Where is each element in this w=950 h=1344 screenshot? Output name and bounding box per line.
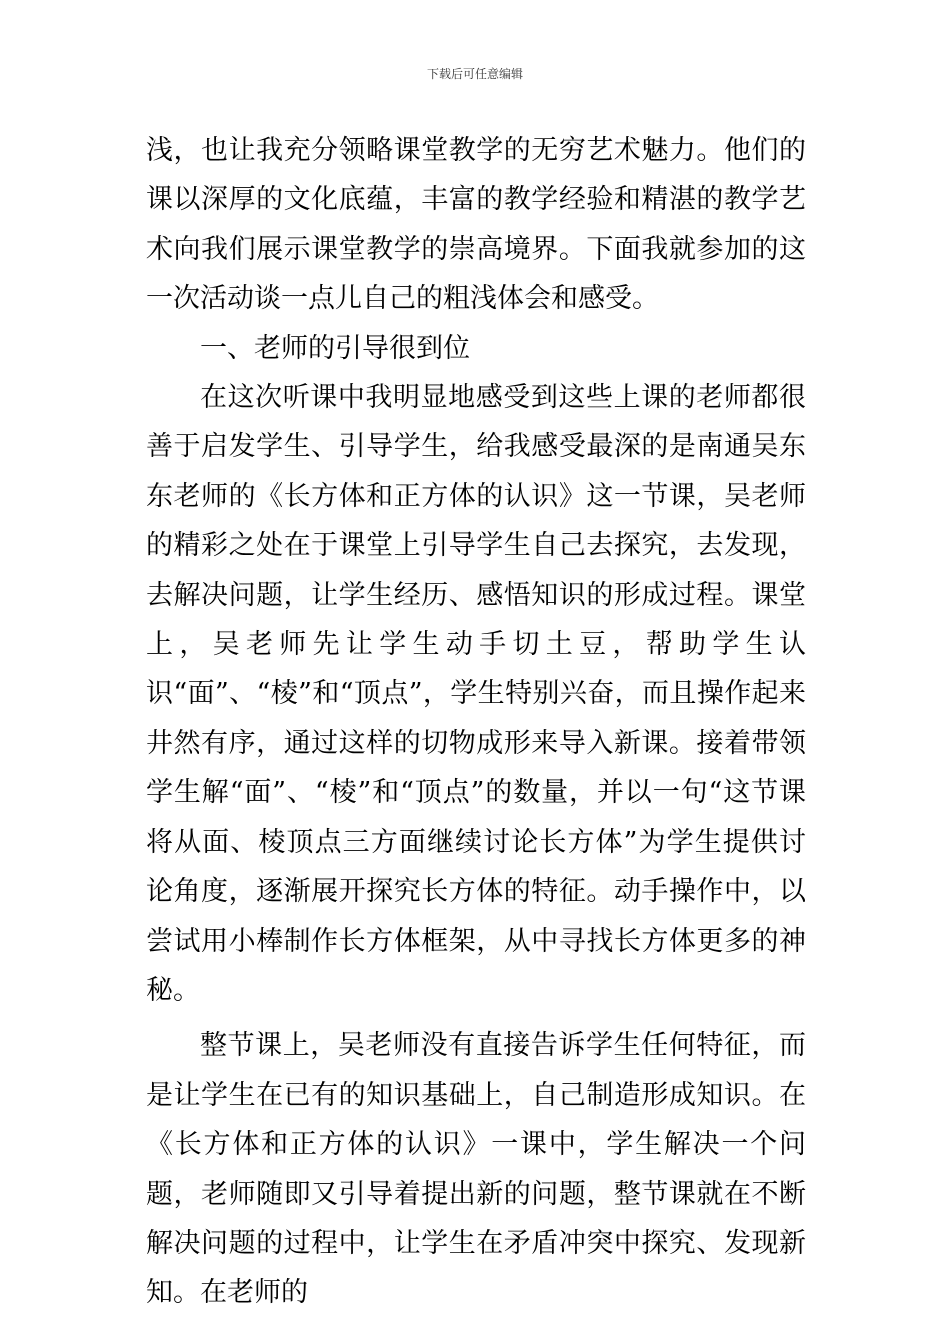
paragraph-continuation: 浅，也让我充分领略课堂教学的无穷艺术魅力。他们的课以深厚的文化底蕴，丰富的教学经验和精湛的教学艺术向我们展示课堂教学的崇高境界。下面我就参加的这一次活动谈一点儿自己的粗浅体会和感受。 [146, 135, 806, 315]
paragraph-whole-lesson: 整节课上，吴老师没有直接告诉学生任何特征，而是让学生在已有的知识基础上，自己制造形成知识。在《长方体和正方体的认识》一课中，学生解决一个问题，老师随即又引导着提出新的问题，整节课就在不断解决问题的过程中，让学生在矛盾冲突中探究、发现新知。在老师的 [146, 1030, 806, 1309]
page-header-note: 下载后可任意编辑 [426, 67, 523, 81]
section-heading: 一、老师的引导很到位 [200, 332, 470, 364]
paragraph-guidance: 在这次听课中我明显地感受到这些上课的老师都很善于启发学生、引导学生，给我感受最深的是南通吴东东老师的《长方体和正方体的认识》这一节课，吴老师的精彩之处在于课堂上引导学生自己去探究，去发现，去解决问题，让学生经历、感悟知识的形成过程。课堂上，吴老师先让学生动手切土豆，帮助学生认识“面”、“棱”和“顶点”，学生特别兴奋，而且操作起来井然有序，通过这样的切物成形来导入新课。接着带领学生解“面”、“棱”和“顶点”的数量，并以一句“这节课将从面、棱顶点三方面继续讨论长方体”为学生提供讨论角度，逐渐展开探究长方体的特征。动手操作中，以尝试用小棒制作长方体框架，从中寻找长方体更多的神秘。 [146, 382, 806, 1006]
document-body [146, 126, 806, 1318]
